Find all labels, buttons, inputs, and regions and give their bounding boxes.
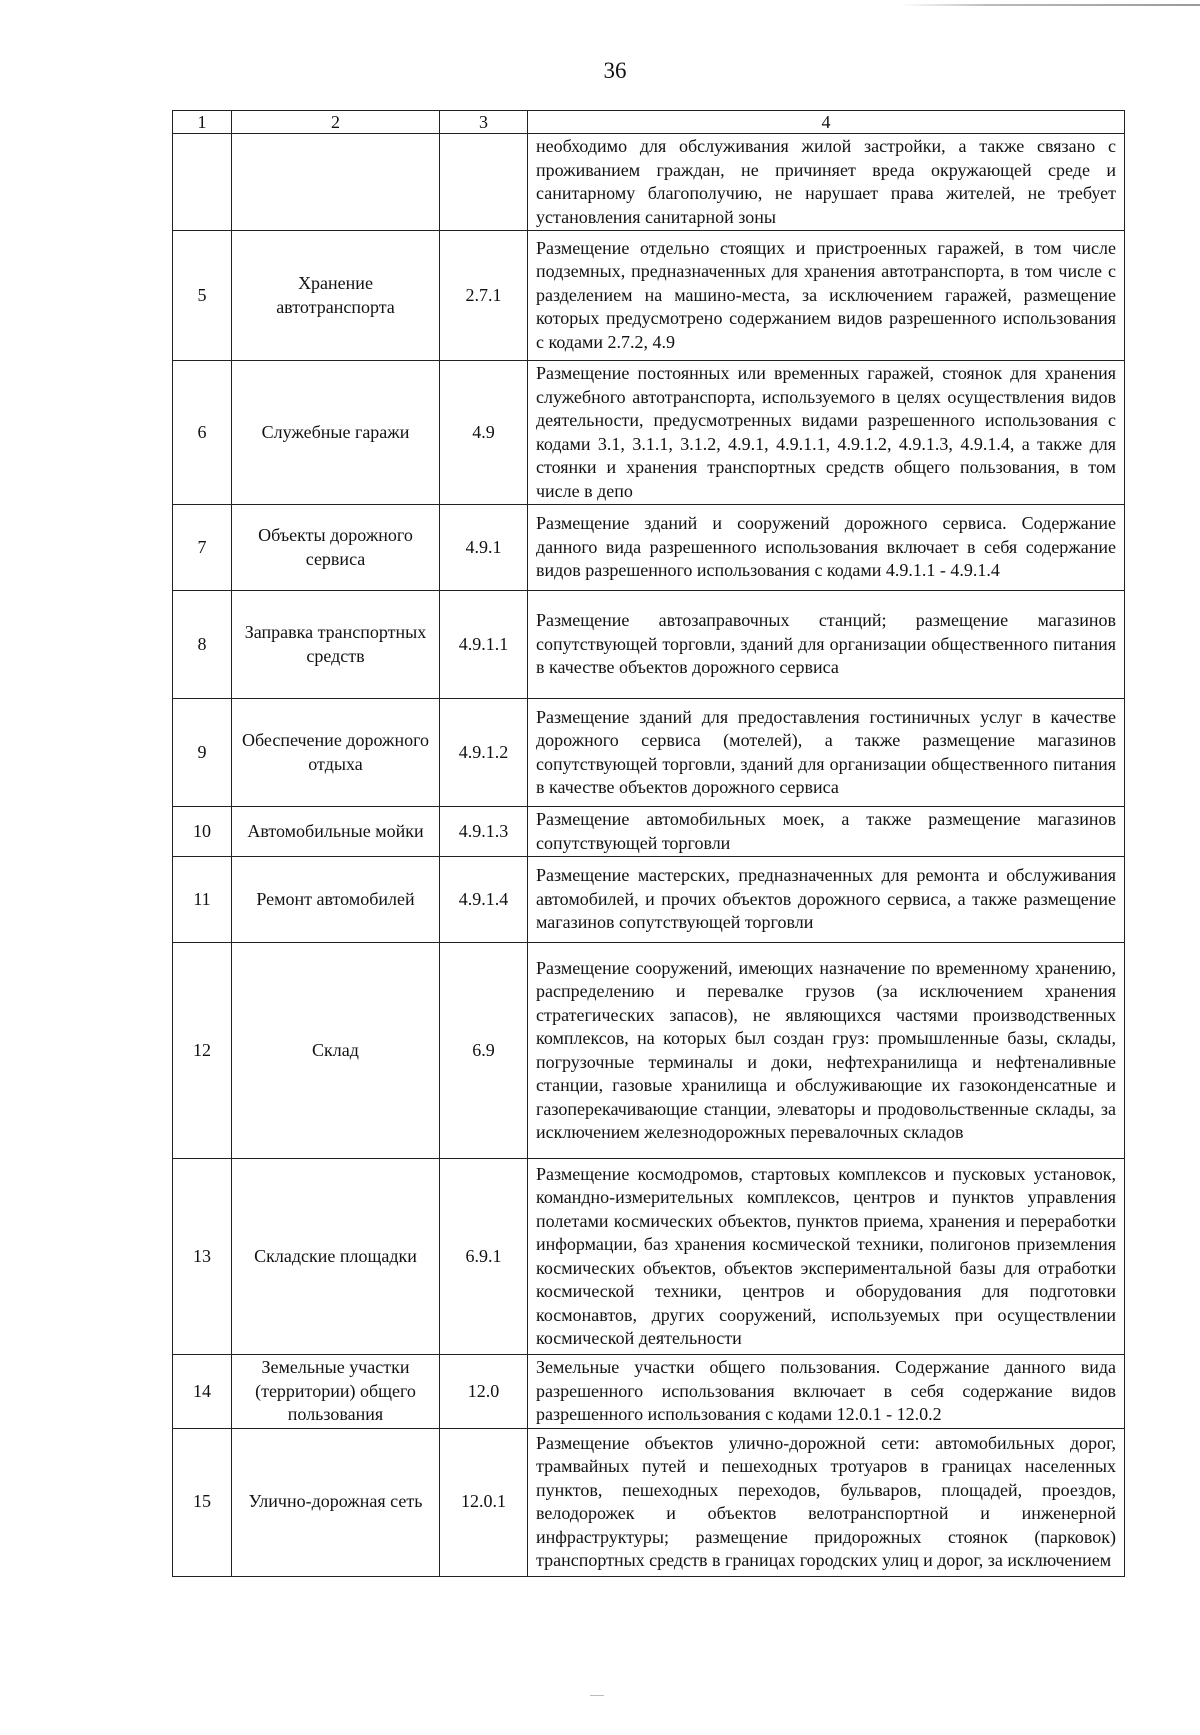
row-name-cell: Обеспечение дорожного отдыха — [232, 699, 440, 807]
table-row — [173, 231, 1125, 361]
row-number-cell: 7 — [173, 505, 232, 591]
row-code-cell: 4.9.1.4 — [440, 857, 528, 943]
row-name-cell: Улично-дорожная сеть — [232, 1428, 440, 1576]
row-code-cell: 12.0.1 — [440, 1428, 528, 1576]
row-description-cell: Размещение отдельно стоящих и пристроенных гаражей, в том числе подземных, предназначенных для хранения автотранспорта, в том числе с разделением на машино-места, за исключением гаражей, размещение которых предусмотрено содержанием видов разрешенного использования с кодами 2.7.2, 4.9 — [528, 231, 1125, 361]
row-description-cell: Размещение мастерских, предназначенных для ремонта и обслуживания автомобилей, и прочих объектов дорожного сервиса, а также размещение магазинов сопутствующей торговли — [528, 857, 1125, 943]
row-number-cell: 9 — [173, 699, 232, 807]
row-number-cell: 10 — [173, 807, 232, 857]
row-code-cell: 4.9.1.2 — [440, 699, 528, 807]
row-name-cell: Автомобильные мойки — [232, 807, 440, 857]
row-number-cell: 13 — [173, 1159, 232, 1355]
row-number-cell: 11 — [173, 857, 232, 943]
table-row — [173, 857, 1125, 943]
row-name-cell: Склад — [232, 943, 440, 1159]
row-description-cell: Размещение постоянных или временных гаражей, стоянок для хранения служебного автотранспорта, используемого в целях осуществления видов деятельности, предусмотренных видами разрешенного использования с кодами 3.1, 3.1.1, 3.1.2, 4.9.1, 4.9.1.1, 4.9.1.2, 4.9.1.3, 4.9.1.4, а также для стоянки и хранения транспортных средств общего пользования, в том числе в депо — [528, 361, 1125, 505]
row-name-cell: Служебные гаражи — [232, 361, 440, 505]
row-description-cell: Размещение автозаправочных станций; размещение магазинов сопутствующей торговли, зданий для организации общественного питания в качестве объектов дорожного сервиса — [528, 591, 1125, 699]
row-code-cell: 6.9.1 — [440, 1159, 528, 1355]
land-use-table — [172, 110, 1125, 1577]
page-number: 36 — [603, 58, 627, 83]
table-row — [173, 943, 1125, 1159]
row-description-cell: Размещение зданий и сооружений дорожного сервиса. Содержание данного вида разрешенного использования включает в себя содержание видов разрешенного использования с кодами 4.9.1.1 - 4.9.1.4 — [528, 505, 1125, 591]
table-row — [173, 591, 1125, 699]
row-description-cell: Размещение объектов улично-дорожной сети: автомобильных дорог, трамвайных путей и пешеходных тротуаров в границах населенных пунктов, пешеходных переходов, бульваров, площадей, проездов, велодорожек и объектов велотранспортной и инженерной инфраструктуры; размещение придорожных стоянок (парковок) транспортных средств в границах городских улиц и дорог, за исключением — [528, 1428, 1125, 1576]
row-name-cell: Объекты дорожного сервиса — [232, 505, 440, 591]
row-description-cell: Размещение сооружений, имеющих назначение по временному хранению, распределению и перевалке грузов (за исключением хранения стратегических запасов), не являющихся частями производственных комплексов, на которых был создан груз: промышленные базы, склады, погрузочные терминалы и доки, нефтехранилища и нефтеналивные станции, газовые хранилища и обслуживающие их газоконденсатные и газоперекачивающие станции, элеваторы и продовольственные склады, за исключением железнодорожных перевалочных складов — [528, 943, 1125, 1159]
scan-edge-line — [900, 4, 1200, 6]
row-code-cell: 6.9 — [440, 943, 528, 1159]
table-row — [173, 1428, 1125, 1576]
header-col-3: 3 — [440, 111, 528, 134]
header-col-2: 2 — [232, 111, 440, 134]
table-row — [173, 699, 1125, 807]
table-header-row — [173, 111, 1125, 134]
table-row — [173, 134, 1125, 231]
row-number-cell: 12 — [173, 943, 232, 1159]
row-code-cell: 4.9.1 — [440, 505, 528, 591]
table-row — [173, 1355, 1125, 1429]
row-name-cell: Земельные участки (территории) общего пользования — [232, 1355, 440, 1429]
row-description-cell: Размещение космодромов, стартовых комплексов и пусковых установок, командно-измерительных комплексов, центров и пунктов управления полетами космических объектов, пунктов приема, хранения и переработки информации, баз хранения космической техники, полигонов приземления космических объектов, объектов экспериментальной базы для отработки космической техники, центров и оборудования для подготовки космонавтов, других сооружений, используемых при осуществлении космической деятельности — [528, 1159, 1125, 1355]
table-row — [173, 807, 1125, 857]
row-description-cell: Земельные участки общего пользования. Содержание данного вида разрешенного использования включает в себя содержание видов разрешенного использования с кодами 12.0.1 - 12.0.2 — [528, 1355, 1125, 1429]
table-row — [173, 1159, 1125, 1355]
row-number-cell: 8 — [173, 591, 232, 699]
row-code-cell: 2.7.1 — [440, 231, 528, 361]
row-name-cell: Складские площадки — [232, 1159, 440, 1355]
scan-mark — [590, 1695, 604, 1696]
row-number-cell: 14 — [173, 1355, 232, 1429]
row-number-cell: 6 — [173, 361, 232, 505]
row-code-cell — [440, 134, 528, 231]
row-name-cell: Хранение автотранспорта — [232, 231, 440, 361]
row-number-cell: 15 — [173, 1428, 232, 1576]
row-description-cell: необходимо для обслуживания жилой застройки, а также связано с проживанием граждан, не причиняет вреда окружающей среде и санитарному благополучию, не нарушает права жителей, не требует установления санитарной зоны — [528, 134, 1125, 231]
table-row — [173, 361, 1125, 505]
header-col-4: 4 — [528, 111, 1125, 134]
header-col-1: 1 — [173, 111, 232, 134]
row-description-cell: Размещение автомобильных моек, а также размещение магазинов сопутствующей торговли — [528, 807, 1125, 857]
table-row — [173, 505, 1125, 591]
row-name-cell: Заправка транспортных средств — [232, 591, 440, 699]
row-code-cell: 4.9.1.3 — [440, 807, 528, 857]
row-code-cell: 4.9 — [440, 361, 528, 505]
row-name-cell: Ремонт автомобилей — [232, 857, 440, 943]
row-code-cell: 4.9.1.1 — [440, 591, 528, 699]
row-code-cell: 12.0 — [440, 1355, 528, 1429]
row-number-cell: 5 — [173, 231, 232, 361]
row-number-cell — [173, 134, 232, 231]
row-description-cell: Размещение зданий для предоставления гостиничных услуг в качестве дорожного сервиса (мотелей), а также размещение магазинов сопутствующей торговли, зданий для организации общественного питания в качестве объектов дорожного сервиса — [528, 699, 1125, 807]
row-name-cell — [232, 134, 440, 231]
